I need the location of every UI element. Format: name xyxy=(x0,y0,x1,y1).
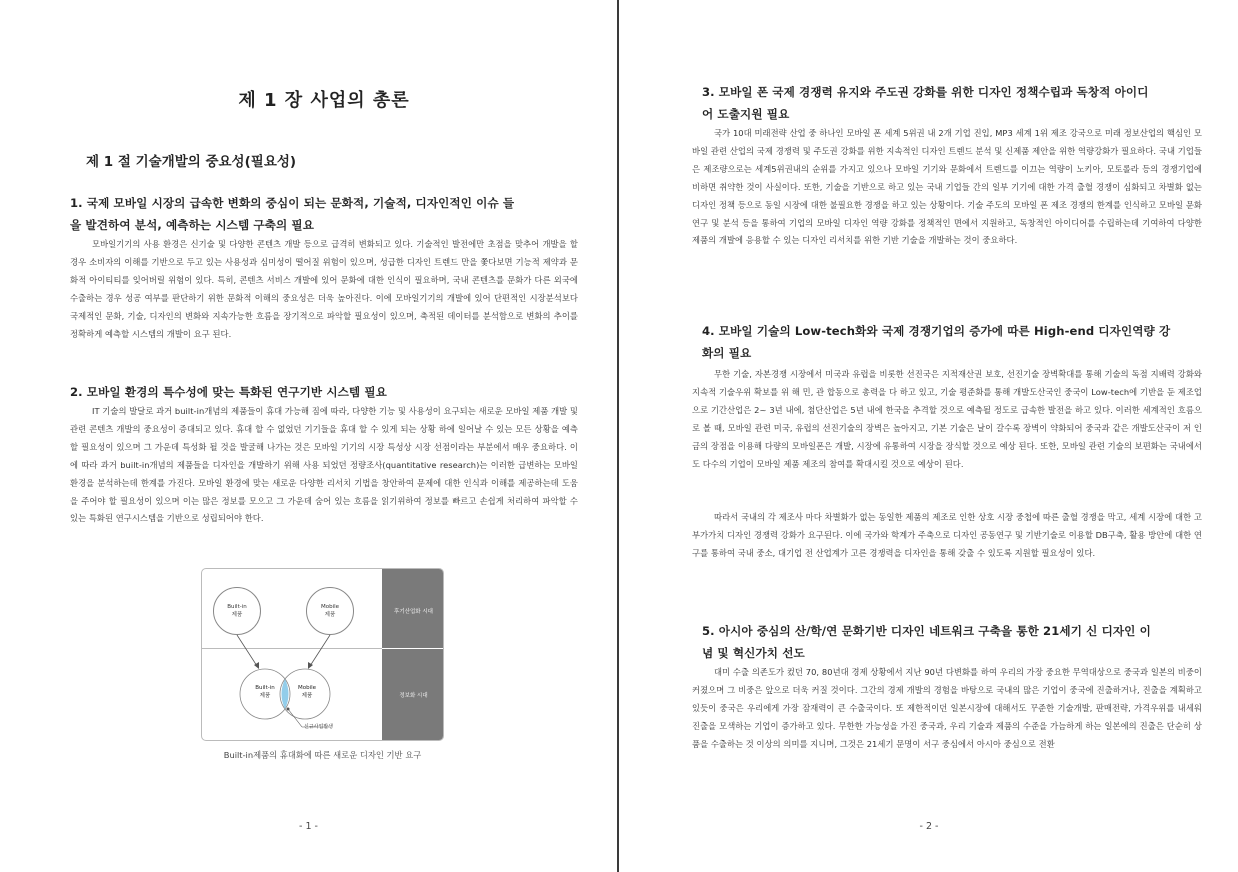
heading-5 xyxy=(702,620,1202,664)
paragraph-4a: 무한 기술, 자본경쟁 시장에서 미국과 유럽을 비롯한 선진국은 지적재산권 보호, 선진기술 장벽확대를 통해 기술의 독점 지배력 강화와 지속적 기술우위 확보를 위 해 민, 관 합동으로 총력을 다 하고 있고, 기술 평준화를 통해 개발도산국인 중국이 Low-tech에 기반을 둔 제조업으로 기간산업은 2~ 3년 내에, 첨단산업은 5년 내에 한국을 추격할 것으로 예측될 정도로 급속한 발전을 하고 있다. 이러한 세계적인 흐름으로 볼 때, 모바일 관련 미국, 유럽의 선진기술의 장벽은 높아지고, 기본 기술은 날이 갈수록 장벽이 약화되어 중국과 같은 개발도산국이 저 인금의 장점을 이용해 다량의 모바일폰은 개발, 시장에 유통하여 시장을 장식할 것으로 예상 된다. 또한, 모바일 관련 기술의 보편화는 국내에서도 다수의 기업이 모바일 제품 제조의 참여를 확대시킬 것으로 예상이 된다. xyxy=(692,369,1202,469)
pointer-dot-icon xyxy=(287,708,290,711)
page-number-2: - 2 - xyxy=(919,821,939,832)
heading-4-line-1: 4. 모바일 기술의 Low-tech화와 국제 경쟁기업의 증가에 따른 High-end 디자인역량 강 xyxy=(702,324,1171,338)
arrow-mobile xyxy=(310,635,330,666)
heading-1-line-1: 1. 국제 모바일 시장의 급속한 변화의 중심이 되는 문화적, 기술적, 디자인적인 이슈 들 xyxy=(70,196,515,210)
paragraph-1: 모바일기기의 사용 환경은 신기술 및 다양한 콘텐츠 개발 등으로 급격히 변화되고 있다. 기술적인 발전에만 초점을 맞추어 개발을 할 경우 소비자의 이해를 기반으로 두고 있는 사용성과 심미성이 떨어질 위험이 있으며, 성급한 디자인 트렌드 만을 쫓다보면 기능적 제약과 문화적 아이티티를 잊어버릴 위험이 있다. 특히, 콘텐츠 서비스 개발에 있어 문화에 대한 인식이 필요하며, 국내 콘텐츠를 문화가 다른 외국에 수출하는 경우 성공 여부를 판단하기 위한 문화적 이해의 중요성은 더욱 높아진다. 이에 모바일기기의 개발에 있어 단편적인 시장분석보다 국제적인 문화, 기술, 디자인의 변화와 지속가능한 흐름을 장기적으로 파악할 필요성이 있으며, 축적된 데이터를 분석함으로 변화의 추이를 정확하게 예측할 시스템의 개발이 요구 된다. xyxy=(70,239,578,339)
heading-4 xyxy=(702,320,1202,364)
heading-3-line-1: 3. 모바일 폰 국제 경쟁력 유지와 주도권 강화를 위한 디자인 정책수립과 독창적 아이디 xyxy=(702,85,1149,99)
heading-1-line-2: 을 발견하여 분석, 예측하는 시스템 구축의 필요 xyxy=(70,218,315,232)
section-title: 제 1 절 기술개발의 중요성(필요성) xyxy=(86,154,297,170)
heading-3-line-2: 어 도출지원 필요 xyxy=(702,107,790,121)
era-divider xyxy=(382,648,444,649)
builtin-product-circle: Built-in 제품 xyxy=(213,587,261,635)
era-top-label: 후기산업화 시대 xyxy=(394,609,433,615)
diagram-arrows xyxy=(202,569,382,741)
era-column xyxy=(382,569,444,741)
chapter-title: 제 1 장 사업의 총론 xyxy=(238,90,410,111)
heading-1 xyxy=(70,192,578,236)
page-divider xyxy=(617,0,619,872)
era-bottom-label: 정보화 시대 xyxy=(399,693,428,699)
arrow-builtin xyxy=(237,635,257,666)
mobile-product-circle: Mobile 제품 xyxy=(306,587,354,635)
figure-caption: Built-in제품의 휴대화에 따른 새로운 디자인 기반 요구 xyxy=(223,750,422,760)
mobile-circle-2-label: Mobile 제품 xyxy=(297,685,317,699)
new-business-label: 신규사업발생 xyxy=(304,724,333,730)
paragraph-2: IT 기술의 발달로 과거 built-in개념의 제품들이 휴대 가능해 짐에 따라, 다양한 기능 및 사용성이 요구되는 새로운 모바일 제품 개발 및 관련 콘텐츠 개발의 중요성이 증대되고 있다. 휴대 할 수 없었던 기기들을 휴대 할 수 있게 되는 상황 하에 일어날 수 있는 모든 상황을 예측 할 필요성이 있으며 그 가운데 특성화 될 것을 발굴해 나가는 것은 모바일 기기의 시장 특성상 시장 선점이라는 부분에서 매우 중요하다. 이에 따라 과거 built-in개념의 제품들을 디자인을 개발하기 위해 사용 되었던 정량조사(quantitative research)는 이러한 급변하는 모바일 환경을 분석하는데 한계를 가진다. 모바일 환경에 맞는 새로운 다양한 리서치 기법을 창안하여 문제에 대한 인식과 이해를 제공하는데 도움을 주어야 할 필요성이 있으며 이는 많은 정보를 모으고 그 가운데 숨어 있는 흐름을 읽기위하여 정보를 빠르고 손쉽게 처리하여 파악할 수 있는 특화된 연구시스템을 기반으로 성립되어야 한다. xyxy=(70,406,578,524)
new-business-pointer xyxy=(288,709,302,727)
heading-4-line-2: 화의 필요 xyxy=(702,346,752,360)
heading-2: 2. 모바일 환경의 특수성에 맞는 특화된 연구기반 시스템 필요 xyxy=(70,385,387,399)
document-page-1 xyxy=(0,0,617,872)
heading-5-line-2: 념 및 혁신가치 선도 xyxy=(702,646,805,660)
builtin-circle-2-label: Built-in 제품 xyxy=(255,685,275,699)
paragraph-5: 대미 수출 의존도가 컸던 70, 80년대 경제 상황에서 지난 90년 다변화를 하여 우리의 가장 중요한 무역대상으로 중국과 일본의 비중이 커졌으며 그 비중은 앞으로 더욱 커질 것이다. 그간의 경제 개발의 경험을 바탕으로 국내의 많은 기업이 중국에 진출하거나, 진출을 계획하고 있듯이 중국은 우리에게 가장 잠재력이 큰 수출국이다. 또 제한적이던 일본시장에 대해서도 꾸준한 기술개발, 판매전략, 가격우위를 내세워 진출을 모색하는 기업이 증가하고 있다. 무한한 가능성을 가진 중국과, 우리 기술과 제품의 수준을 가늠하게 하는 일본에의 진출은 단순히 상품을 수출하는 것 이상의 의미를 지니며, 그것은 21세기 문명이 서구 중심에서 아시아 중심으로 전환 xyxy=(692,667,1202,749)
heading-5-line-1: 5. 아시아 중심의 산/학/연 문화기반 디자인 네트워크 구축을 통한 21세기 신 디자인 이 xyxy=(702,624,1151,638)
page-number-1: - 1 - xyxy=(299,821,318,832)
paragraph-4b: 따라서 국내의 각 제조사 마다 차별화가 없는 동일한 제품의 제조로 인한 상호 시장 중첩에 따른 출혈 경쟁을 막고, 세계 시장에 대한 고부가가치 디자인 경쟁력 강화가 요구된다. 이에 국가와 학계가 주축으로 디자인 공동연구 및 기반기술로 이용할 DB구축, 활용 방안에 대한 연구를 통하여 국내 중소, 대기업 전 산업계가 고른 경쟁력을 디자인을 통해 갖출 수 있도록 지원할 필요성이 있다. xyxy=(692,512,1202,558)
document-page-2 xyxy=(620,0,1238,872)
diagram-figure xyxy=(201,568,444,741)
heading-3 xyxy=(702,81,1202,125)
paragraph-3: 국가 10대 미래전략 산업 중 하나인 모바일 폰 세계 5위권 내 2개 기업 진입, MP3 세계 1위 제조 강국으로 미래 정보산업의 핵심인 모바일 관련 산업의 국제 경쟁력 및 주도권 강화를 위한 지속적인 디자인 트렌드 분석 및 신제품 제안을 위한 역량강화가 필요하다. 국내 기업들은 제조량으로는 세계5위권내의 순위를 가지고 있으나 모바일 기기와 문화에서 트렌드를 이끄는 역량이 노키아, 모토롤라 등의 경쟁기업에 비하면 취약한 것이 사실이다. 또한, 기술을 기반으로 하고 있는 국내 기업들 간의 일부 기기에 대한 가격 출혈 경쟁이 심화되고 차별화 없는 디자인 정책 등으로 동일 시장에 대한 불필요한 경쟁을 하고 있는 상황이다. 기술 주도의 모바일 폰 제조 경쟁의 한계를 인식하고 모바일 문화 연구 및 분석 등을 통하여 기업의 모바일 디자인 역량 강화를 정책적인 면에서 지원하고, 독창적인 아이디어를 수립하는데 기여하여 다양한 제품의 개발에 응용할 수 있는 디자인 리서치를 위한 기반 기술을 개발하는 것이 중요하다. xyxy=(692,128,1202,246)
